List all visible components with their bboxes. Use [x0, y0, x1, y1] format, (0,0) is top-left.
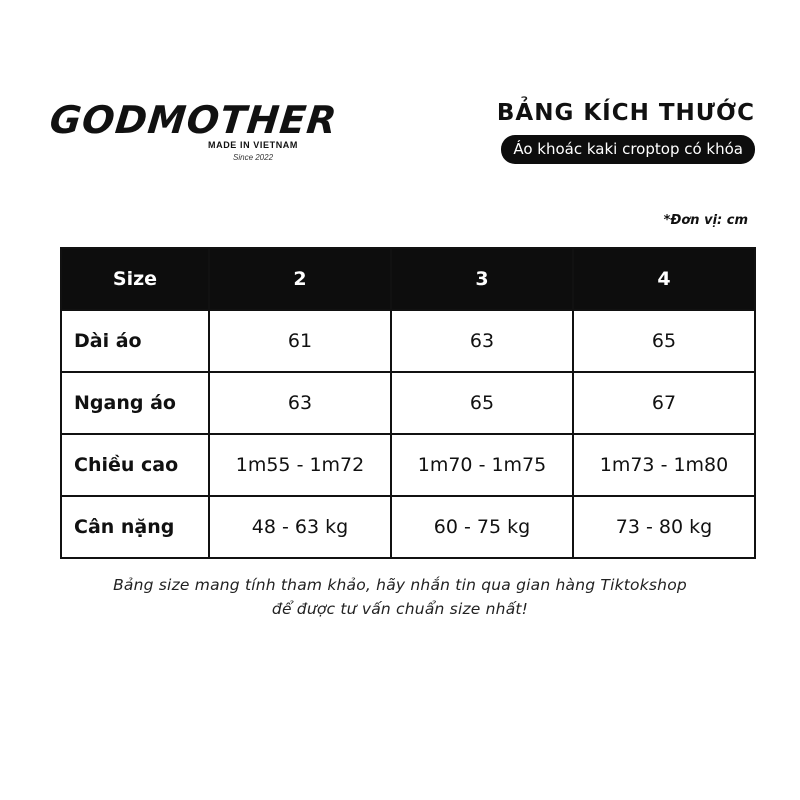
- table-cell: 1m70 - 1m75: [391, 434, 573, 496]
- table-row: [61, 372, 755, 434]
- unit-note: *Đơn vị: cm: [663, 213, 748, 228]
- table-cell: 60 - 75 kg: [391, 496, 573, 558]
- table-row: [61, 310, 755, 372]
- product-subtitle: Áo khoác kaki croptop có khóa: [501, 135, 755, 164]
- header-cell-size: Size: [61, 248, 209, 310]
- footnote-line-2: để được tư vấn chuẩn size nhất!: [271, 600, 529, 618]
- footnote: [40, 573, 760, 621]
- row-label: Cân nặng: [61, 496, 209, 558]
- row-label: Chiều cao: [61, 434, 209, 496]
- title-block: [497, 95, 755, 164]
- table-row: [61, 496, 755, 558]
- row-label: Ngang áo: [61, 372, 209, 434]
- table-cell: 61: [209, 310, 391, 372]
- brand-logo-block: [47, 98, 350, 162]
- brand-tagline: MADE IN VIETNAM: [208, 140, 298, 150]
- table-cell: 63: [209, 372, 391, 434]
- table-cell: 65: [573, 310, 755, 372]
- table-cell: 67: [573, 372, 755, 434]
- header-cell-size-2: 2: [209, 248, 391, 310]
- row-label: Dài áo: [61, 310, 209, 372]
- header-cell-size-3: 3: [391, 248, 573, 310]
- header-cell-size-4: 4: [573, 248, 755, 310]
- table-cell: 73 - 80 kg: [573, 496, 755, 558]
- table-cell: 65: [391, 372, 573, 434]
- brand-logo: GODMOTHER: [47, 98, 340, 142]
- table-cell: 1m55 - 1m72: [209, 434, 391, 496]
- table-row: [61, 434, 755, 496]
- table-cell: 63: [391, 310, 573, 372]
- page-title: BẢNG KÍCH THƯỚC: [496, 100, 755, 126]
- footnote-line-1: Bảng size mang tính tham khảo, hãy nhắn tin qua gian hàng Tiktokshop: [113, 576, 687, 594]
- table-cell: 1m73 - 1m80: [573, 434, 755, 496]
- size-table: [60, 247, 756, 559]
- table-header-row: [61, 248, 755, 310]
- table-cell: 48 - 63 kg: [209, 496, 391, 558]
- brand-since: Since 2022: [233, 153, 274, 162]
